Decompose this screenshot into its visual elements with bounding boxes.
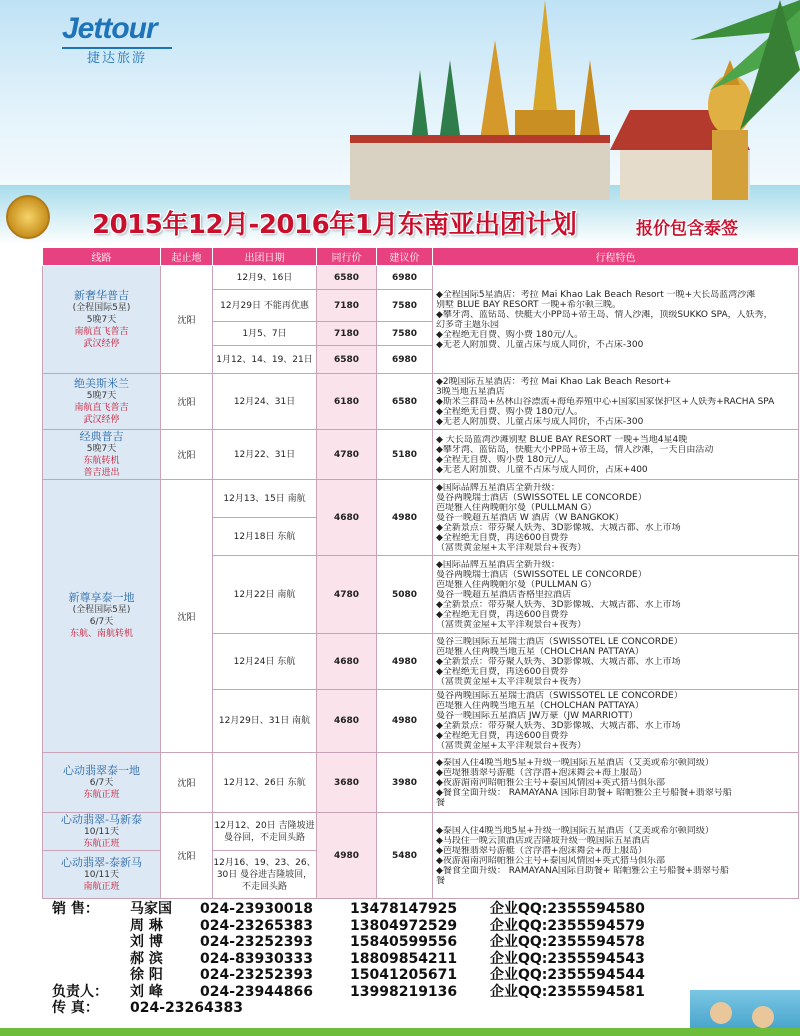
contact-qq: 企业QQ:2355594578: [490, 934, 645, 950]
feature-line: ◆全程绝无自费，再送600自费券: [436, 532, 569, 543]
date-cell: 12月18日 东航: [213, 518, 317, 556]
date-cell: 12月22日 南航: [213, 556, 317, 634]
route-airline: 普吉进出: [83, 467, 120, 478]
contact-phone: 024-23252393: [200, 967, 313, 983]
route-nights: 6/7天: [89, 617, 114, 627]
feature-line: 别墅 BLUE BAY RESORT 一晚+希尔顿三晚。: [436, 299, 621, 310]
bottom-band: [0, 1028, 800, 1036]
header-suggest-price: 建议价: [377, 248, 433, 266]
fax-label: 传 真：: [52, 1000, 99, 1016]
route-nights: 10/11天: [84, 869, 119, 880]
features-cell: [433, 690, 799, 753]
feature-line: 芭堤雅入住两晚帕尔曼（PULLMAN G）: [436, 579, 597, 590]
contact-qq: 企业QQ:2355594544: [490, 967, 645, 983]
header-route: 线路: [43, 248, 161, 266]
feature-line: ◆斯米兰群岛+丛林山谷漂流+海龟养殖中心+国家国家保护区+人妖秀+RACHA SPA: [436, 396, 775, 407]
contact-mobile: 15041205671: [350, 967, 458, 983]
feature-line: ◆全程绝无自费、购小费 180元/人。: [436, 406, 583, 417]
feature-line: 曼谷一晚超五星酒店 W 酒店（W BANGKOK）: [436, 512, 624, 523]
feature-line: 曼谷两晚国际五星瑞士酒店（SWISSOTEL LE CONCORDE）: [436, 691, 683, 701]
suggest-price: 7580: [377, 290, 433, 322]
contact-mobile: 13478147925: [350, 901, 458, 917]
peer-price: 4680: [317, 480, 377, 556]
feature-line: ◆2晚国际五星酒店：考拉 Mai Khao Lak Beach Resort+: [436, 376, 672, 387]
sales-label: 销 售：: [52, 901, 99, 917]
feature-line: ◆全新景点：带芬聚人妖秀、3D影像城、大城古都、水上市场: [436, 522, 681, 533]
feature-line: ◆夜游湄南河昭帕雅公主号+泰国风情园+英式猎马俱乐部: [436, 777, 666, 788]
route-sub: (全程国际5星): [72, 605, 131, 615]
contact-qq: 企业QQ:2355594580: [490, 901, 645, 917]
manager-label: 负责人：: [52, 983, 108, 1000]
feature-line: ◆全程绝无自费，再送600自费券: [436, 731, 569, 741]
contact-row: [52, 984, 702, 1001]
route-cell: [43, 430, 161, 480]
suggest-price: 4980: [377, 690, 433, 753]
feature-line: 餐: [436, 797, 446, 808]
contact-name: 徐 阳: [130, 967, 163, 983]
route-cell: [43, 851, 161, 899]
label-spacer: [52, 918, 130, 935]
feature-line: （富贵黄金屋+太平洋观景台+夜秀）: [436, 676, 587, 687]
label-spacer: [52, 951, 130, 968]
suggest-price: 3980: [377, 753, 433, 813]
header-date: 出团日期: [213, 248, 317, 266]
route-airline: 东航正班: [83, 789, 120, 800]
city-cell: 沈阳: [161, 266, 213, 374]
feature-line: 曼谷三晚国际五星瑞士酒店（SWISSOTEL LE CONCORDE）: [436, 636, 683, 647]
city-cell: 沈阳: [161, 813, 213, 899]
feature-line: ◆无老人附加费、儿童占床与成人同价，不占床-300: [436, 416, 644, 427]
table-row: [43, 753, 799, 813]
date-cell: 12月22、31日: [213, 430, 317, 480]
feature-line: ◆餐食全面升级： RAMAYANA国际自助餐+ 昭帕雅公主号船餐+翡翠号船: [436, 865, 729, 876]
suggest-price: 4980: [377, 480, 433, 556]
city-cell: 沈阳: [161, 480, 213, 753]
table-row: [43, 813, 799, 851]
date-cell: 12月12、20日 吉隆坡进曼谷回，不走回头路: [213, 813, 317, 851]
contact-mobile: 15840599556: [350, 934, 458, 950]
feature-line: ◆无老人附加费、儿童不占床与成人同价，占床+400: [436, 464, 648, 475]
suggest-price: 6980: [377, 346, 433, 374]
feature-line: ◆餐食全面升级： RAMAYANA 国际自助餐+ 昭帕雅公主号船餐+翡翠号船: [436, 787, 732, 798]
route-nights: 6/7天: [89, 777, 114, 788]
city-cell: 沈阳: [161, 374, 213, 430]
suggest-price: 5480: [377, 813, 433, 899]
page-title: 2015年12月-2016年1月东南亚出团计划: [92, 210, 577, 240]
route-cell: [43, 813, 161, 851]
feature-line: ◆泰国入住4晚当地5星+升级一晚国际五星酒店（艾美或希尔顿同级）: [436, 757, 714, 768]
route-nights: 5晚7天: [86, 443, 117, 454]
suggest-price: 6580: [377, 374, 433, 430]
feature-line: ◆ 大长岛蓝湾沙滩别墅 BLUE BAY RESORT 一晚+当地4星4晚: [436, 434, 688, 445]
route-nights: 10/11天: [84, 826, 119, 837]
contact-phone: 024-23252393: [200, 934, 313, 950]
label-spacer: [52, 934, 130, 951]
route-airline: 东航转机: [83, 455, 120, 466]
route-name: 新尊享泰一地: [68, 591, 135, 604]
contacts-block: [52, 901, 702, 1017]
feature-line: 曼谷一晚国际五星酒店 JW万豪（JW MARRIOTT）: [436, 711, 638, 721]
route-name: 心动翡翠泰一地: [63, 763, 140, 777]
feature-line: ◆全新景点：带芬聚人妖秀、3D影像城、大城古都、水上市场: [436, 721, 681, 731]
peer-price: 6180: [317, 374, 377, 430]
contact-row: [52, 951, 702, 968]
peer-price: 4680: [317, 634, 377, 690]
contact-name: 周 琳: [130, 917, 163, 934]
date-cell: 12月24日 东航: [213, 634, 317, 690]
table-row: [43, 266, 799, 290]
suggest-price: 5180: [377, 430, 433, 480]
date-cell: 12月29日 不能再优惠: [213, 290, 317, 322]
feature-line: 曼谷两晚瑞士酒店（SWISSOTEL LE CONCORDE）: [436, 569, 647, 580]
features-cell: [433, 374, 799, 430]
route-cell: [43, 266, 161, 374]
peer-price: 7180: [317, 290, 377, 322]
contact-row: [52, 901, 702, 918]
feature-line: 幻多奇主题乐园: [436, 319, 500, 330]
page-subtitle: 报价包含泰签: [636, 219, 738, 239]
date-cell: 1月12、14、19、21日: [213, 346, 317, 374]
feature-line: ◆全新景点：带芬聚人妖秀、3D影像城、大城古都、水上市场: [436, 656, 681, 667]
contact-mobile: 13804972529: [350, 917, 458, 934]
contact-mobile: 18809854211: [350, 950, 458, 967]
route-name: 心动翡翠-泰新马: [61, 855, 142, 869]
peer-price: 6580: [317, 346, 377, 374]
route-nights: 5晚7天: [86, 390, 117, 401]
contact-phone: 024-23265383: [200, 917, 313, 934]
route-airline: 武汉经停: [83, 414, 120, 425]
feature-line: ◆国际品牌五星酒店全新升级：: [436, 482, 560, 493]
feature-line: 曼谷两晚瑞士酒店（SWISSOTEL LE CONCORDE）: [436, 492, 647, 503]
city-cell: 沈阳: [161, 753, 213, 813]
peer-price: 4780: [317, 556, 377, 634]
route-name: 心动翡翠-马新泰: [61, 812, 142, 826]
label-spacer: [52, 967, 130, 984]
peer-price: 3680: [317, 753, 377, 813]
feature-line: 曼谷一晚超五星酒店香格里拉酒店: [436, 589, 572, 600]
features-cell: [433, 430, 799, 480]
spa-figure: [752, 1006, 774, 1028]
peer-price: 4980: [317, 813, 377, 899]
contact-phone: 024-23944866: [200, 983, 313, 1000]
jettour-logo: [62, 12, 172, 66]
feature-line: ◆全程绝无自费，再送600自费券: [436, 609, 569, 620]
contact-qq: 企业QQ:2355594581: [490, 983, 645, 1000]
feature-line: ◆国际品牌五星酒店全新升级：: [436, 559, 560, 570]
feature-line: ◆马段住一晚云顶酒店或吉隆坡升级一晚国际五星酒店: [436, 835, 650, 846]
suggest-price: 6980: [377, 266, 433, 290]
table-row: [43, 430, 799, 480]
peer-price: 4780: [317, 430, 377, 480]
suggest-price: 5080: [377, 556, 433, 634]
date-cell: 1月5、7日: [213, 322, 317, 346]
route-sub: (全程国际5星): [72, 302, 131, 313]
features-cell: [433, 556, 799, 634]
peer-price: 4680: [317, 690, 377, 753]
feature-line: ◆全程国际5星酒店：考拉 Mai Khao Lak Beach Resort 一晚+大长岛蓝湾沙滩: [436, 289, 756, 300]
spa-figure: [710, 1002, 732, 1024]
tour-schedule-table: [42, 247, 799, 899]
feature-line: ◆夜游湄南河昭帕雅公主号+泰国风情园+英式猎马俱乐部: [436, 855, 666, 866]
features-cell: [433, 753, 799, 813]
contact-phone: 024-23930018: [200, 901, 313, 917]
peer-price: 6580: [317, 266, 377, 290]
feature-line: ◆全程绝无自费、购小费 180元/人。: [436, 329, 583, 340]
route-airline: 武汉经停: [83, 338, 120, 349]
feature-line: ◆泰国入住4晚当地5星+升级一晚国际五星酒店（艾美或希尔顿同级）: [436, 825, 714, 836]
feature-line: 3晚当地五星酒店: [436, 386, 505, 397]
contact-row: [52, 1000, 702, 1017]
feature-line: ◆全程无自费、购小费 180元/人。: [436, 454, 574, 465]
feature-line: ◆无老人附加费、儿童占床与成人同价，不占床-300: [436, 339, 644, 350]
route-cell: [43, 374, 161, 430]
contact-name: 刘 峰: [130, 983, 163, 1000]
contact-row: [52, 967, 702, 984]
brand-sub: 捷达旅游: [86, 51, 147, 66]
feature-line: ◆攀牙湾、蓝钻岛、快艇大小PP岛+帝王岛、情人沙滩，顶级SUKKO SPA，人妖秀，: [436, 309, 773, 320]
feature-line: 芭堤雅入住两晚帕尔曼（PULLMAN G）: [436, 502, 597, 513]
contact-row: [52, 918, 702, 935]
route-airline: 东航正班: [83, 838, 120, 849]
route-airline: 南航直飞普吉: [74, 326, 129, 337]
route-name: 绝美斯米兰: [74, 376, 129, 390]
hero-banner: [0, 0, 800, 245]
date-cell: 12月16、19、23、26、30日 曼谷进吉隆坡回，不走回头路: [213, 851, 317, 899]
table-row: [43, 374, 799, 430]
route-airline: 东航、南航转机: [69, 629, 133, 639]
feature-line: ◆芭堤雅翡翠号游艇（含浮潜+泡沫舞会+海上服岛）: [436, 767, 648, 778]
route-cell: [43, 480, 161, 753]
contact-qq: 企业QQ:2355594579: [490, 917, 645, 934]
header-features: 行程特色: [433, 248, 799, 266]
peer-price: 7180: [317, 322, 377, 346]
city-cell: 沈阳: [161, 430, 213, 480]
route-airline: 南航正班: [83, 881, 120, 892]
feature-line: （富贵黄金屋+太平洋观景台+夜秀）: [436, 741, 587, 751]
feature-line: ◆全新景点：带芬聚人妖秀、3D影像城、大城古都、水上市场: [436, 599, 681, 610]
features-cell: [433, 480, 799, 556]
palm-leaves-decoration: [630, 0, 800, 130]
route-cell: [43, 753, 161, 813]
suggest-price: 7580: [377, 322, 433, 346]
features-cell: [433, 634, 799, 690]
contact-name: 郝 滨: [130, 950, 163, 967]
header-city: 起止地: [161, 248, 213, 266]
table-row: [43, 480, 799, 518]
suggest-price: 4980: [377, 634, 433, 690]
route-name: 经典普吉: [79, 429, 124, 443]
feature-line: 餐: [436, 875, 446, 886]
date-cell: 12月24、31日: [213, 374, 317, 430]
brand-name: Jettour: [62, 12, 157, 45]
date-cell: 12月29日、31日 南航: [213, 690, 317, 753]
feature-line: 芭堤雅入住两晚当地五星（CHOLCHAN PATTAYA）: [436, 701, 644, 711]
header-peer-price: 同行价: [317, 248, 377, 266]
route-name: 新奢华普吉: [74, 288, 129, 302]
feature-line: （富贵黄金屋+太平洋观景台+夜秀）: [436, 542, 587, 553]
contact-row: [52, 934, 702, 951]
feature-line: ◆攀牙湾、蓝钻岛，快艇大小PP岛+帝王岛，情人沙滩，一天自由活动: [436, 444, 714, 455]
feature-line: ◆全程绝无自费，再送600自费券: [436, 666, 569, 677]
contact-name: 马家国: [130, 901, 172, 917]
date-cell: 12月9、16日: [213, 266, 317, 290]
route-nights: 5晚7天: [86, 314, 117, 325]
contact-phone: 024-83930333: [200, 950, 313, 967]
date-cell: 12月13、15日 南航: [213, 480, 317, 518]
contact-name: 刘 博: [130, 934, 163, 950]
features-cell: [433, 813, 799, 899]
date-cell: 12月12、26日 东航: [213, 753, 317, 813]
seal-emblem-icon: [6, 195, 50, 239]
contact-qq: 企业QQ:2355594543: [490, 950, 645, 967]
features-cell: [433, 266, 799, 374]
route-airline: 南航直飞普吉: [74, 402, 129, 413]
feature-line: （富贵黄金屋+太平洋观景台+夜秀）: [436, 619, 587, 630]
fax-number: 024-23264383: [130, 1000, 243, 1016]
table-header-row: [43, 248, 799, 266]
feature-line: ◆芭堤雅翡翠号游艇（含浮潜+泡沫舞会+海上服岛）: [436, 845, 648, 856]
feature-line: 芭堤雅入住两晚当地五星（CHOLCHAN PATTAYA）: [436, 646, 644, 657]
contact-mobile: 13998219136: [350, 983, 458, 1000]
